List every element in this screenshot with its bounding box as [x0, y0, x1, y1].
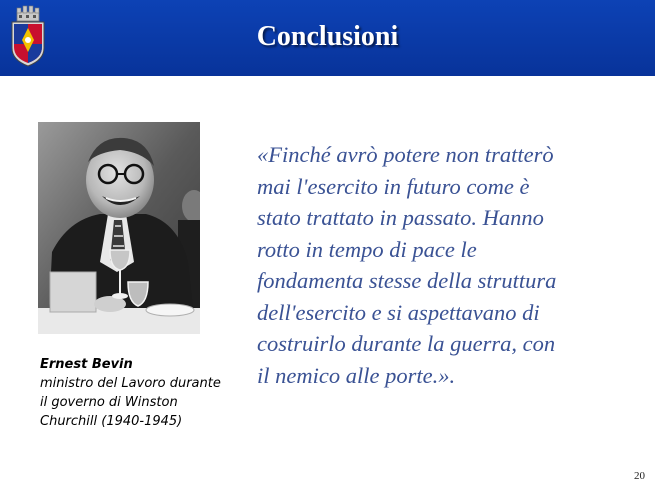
- caption-role-line: il governo di Winston: [40, 395, 178, 410]
- page-number: 20: [634, 470, 645, 482]
- photo-caption: [40, 355, 240, 431]
- quote-line: «Finché avrò potere non tratterò: [257, 142, 554, 167]
- slide-title: Conclusioni: [256, 21, 399, 52]
- portrait-photo-icon: [38, 122, 200, 334]
- quote-line: mai l'esercito in futuro come è: [257, 173, 530, 199]
- caption-name: Ernest Bevin: [40, 357, 133, 372]
- quote-line: dell'esercito e si aspettavano di: [257, 299, 540, 325]
- quote-line: fondamenta stesse della struttura: [257, 268, 557, 293]
- quote-text: [257, 139, 627, 391]
- quote-line: costruirlo durante la guerra, con: [257, 331, 556, 356]
- portrait-photo: [38, 122, 200, 334]
- quote-line: il nemico alle porte.».: [257, 362, 456, 388]
- quote-line: stato trattato in passato. Hanno: [257, 205, 544, 230]
- quote-line: rotto in tempo di pace le: [257, 236, 477, 262]
- caption-role-line: ministro del Lavoro durante: [40, 376, 221, 391]
- title-bar: [0, 0, 655, 76]
- caption-role-line: Churchill (1940-1945): [40, 414, 183, 429]
